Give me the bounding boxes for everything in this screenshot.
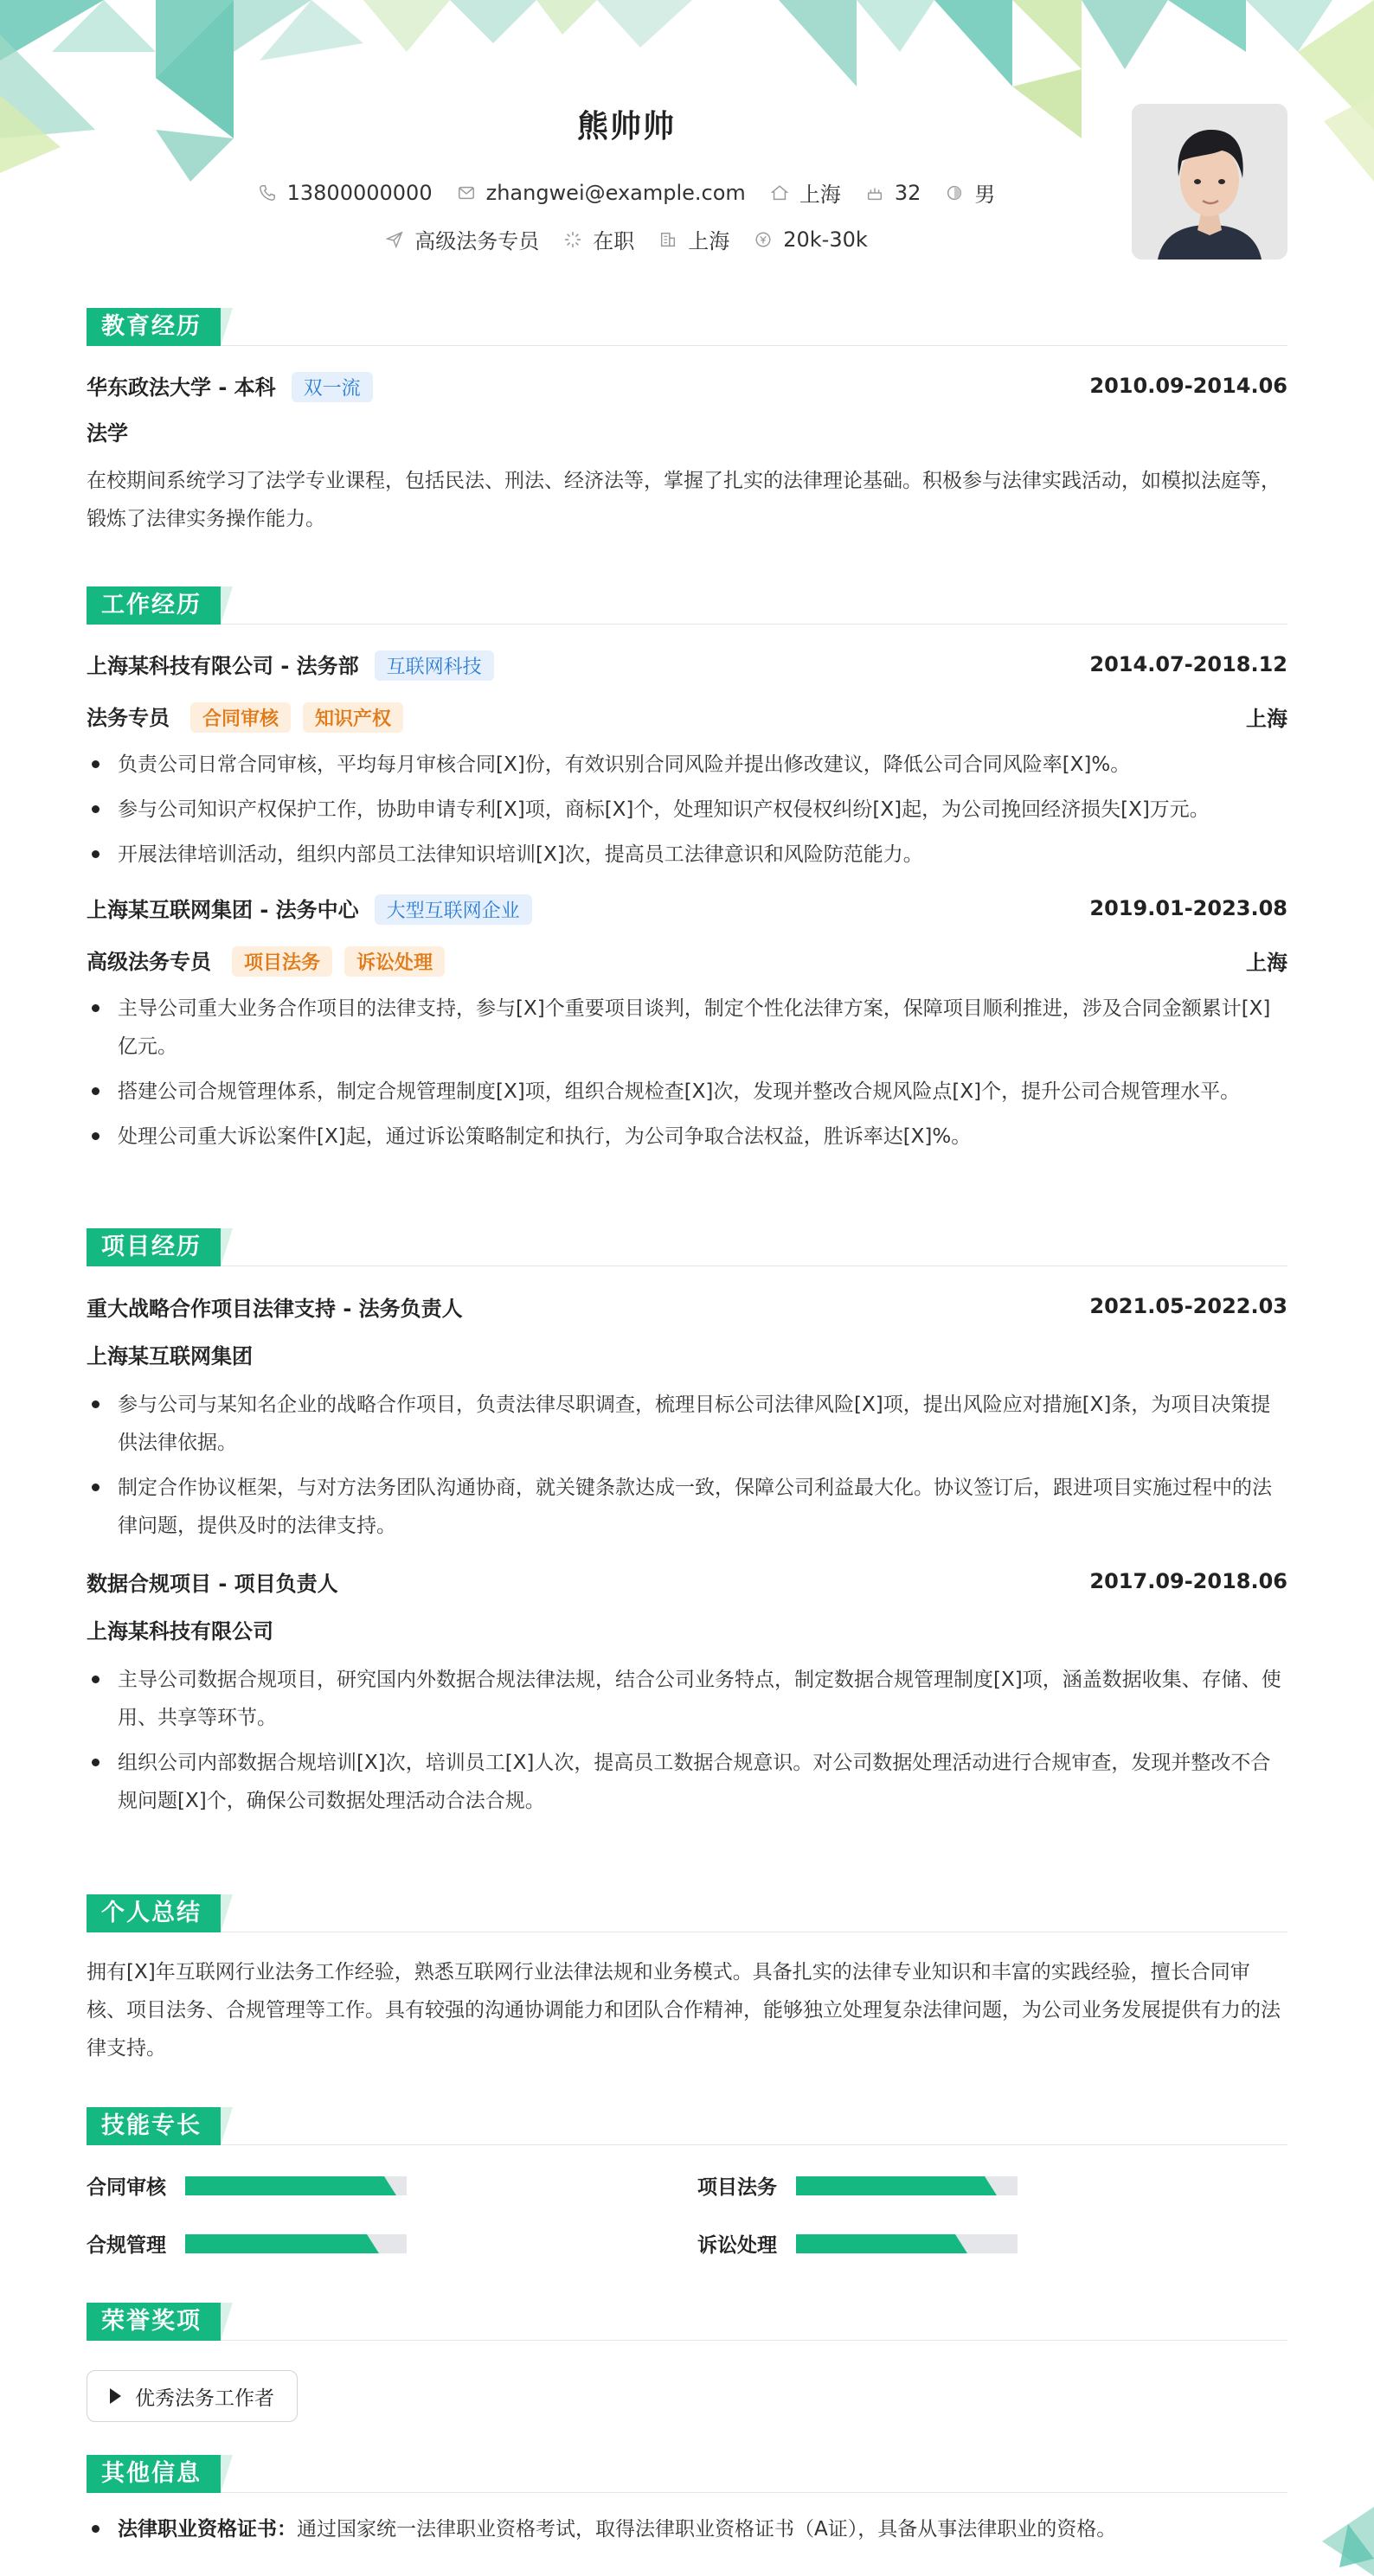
project-name: 数据合规项目 - 项目负责人	[87, 1571, 338, 1596]
company-tag: 互联网科技	[375, 650, 494, 681]
skill-bar	[185, 2176, 407, 2195]
work-company-row	[87, 891, 1287, 926]
work-location: 上海	[1246, 950, 1287, 975]
loading-icon	[563, 230, 582, 249]
salary-item	[754, 227, 868, 252]
building-icon	[658, 230, 677, 249]
gender-icon	[945, 183, 964, 202]
other-item-text: 通过国家统一法律职业资格考试，取得法律职业资格证书（A证），具备从事法律职业的资格。	[297, 2518, 1117, 2541]
phone-text: 13800000000	[286, 180, 433, 205]
bullet-item: 组织公司内部数据合规培训[X]次，培训员工[X]人次，提高员工数据合规意识。对公司数据处理活动进行合规审查，发现并整改不合规问题[X]个，确保公司数据处理活动合法合规。	[87, 1744, 1287, 1820]
skill-tag: 诉讼处理	[344, 946, 445, 977]
skill-bar-fill	[185, 2234, 367, 2253]
projects-header	[87, 1228, 1287, 1266]
work-bullets	[87, 990, 1287, 1156]
bullet-item: 主导公司重大业务合作项目的法律支持，参与[X]个重要项目谈判，制定个性化法律方案，保障项目顺利推进，涉及合同金额累计[X]亿元。	[87, 990, 1287, 1066]
skill-item	[87, 2171, 697, 2200]
phone-icon	[258, 183, 277, 202]
cake-icon	[865, 183, 884, 202]
project-item	[87, 1289, 1287, 1545]
other-title: 其他信息	[87, 2455, 221, 2493]
company-name: 上海某科技有限公司 - 法务部	[87, 653, 359, 678]
mail-icon	[457, 183, 476, 202]
bullet-item: 负责公司日常合同审核，平均每月审核合同[X]份，有效识别合同风险并提出修改建议，降低公司合同风险率[X]%。	[87, 746, 1287, 784]
other-item	[87, 2510, 1287, 2548]
status-item	[563, 224, 634, 254]
skill-item	[87, 2229, 697, 2258]
education-row	[87, 368, 1287, 403]
work-date: 2014.07-2018.12	[1089, 652, 1287, 676]
projects-section	[87, 1228, 1287, 1820]
work-section	[87, 586, 1287, 1156]
candidate-name: 熊帅帅	[576, 109, 676, 144]
project-row	[87, 1289, 1287, 1323]
skill-item	[697, 2229, 1287, 2258]
bullet-item: 搭建公司合规管理体系，制定合规管理制度[X]项，组织合规检查[X]次，发现并整改合规风险点[X]个，提升公司合规管理水平。	[87, 1073, 1287, 1111]
project-date: 2021.05-2022.03	[1089, 1294, 1287, 1318]
work-item	[87, 647, 1287, 874]
skill-bar-fill	[185, 2176, 384, 2195]
bullet-item: 参与公司与某知名企业的战略合作项目，负责法律尽职调查，梳理目标公司法律风险[X]项，提出风险应对措施[X]条，为项目决策提供法律依据。	[87, 1386, 1287, 1462]
education-title: 教育经历	[87, 308, 221, 346]
skills-title: 技能专长	[87, 2107, 221, 2145]
skill-name: 项目法务	[697, 2176, 777, 2199]
city-item	[770, 177, 841, 208]
summary-section	[87, 1894, 1287, 2067]
corner-decoration	[1287, 2489, 1374, 2576]
company-tag: 大型互联网企业	[375, 894, 532, 925]
education-description: 在校期间系统学习了法学专业课程，包括民法、刑法、经济法等，掌握了扎实的法律理论基础。积极参与法律实践活动，如模拟法庭等，锻炼了法律实务操作能力。	[87, 470, 1281, 530]
skill-tag: 项目法务	[232, 946, 332, 977]
home-icon	[770, 183, 789, 202]
city-text: 上海	[799, 183, 841, 207]
phone-item	[258, 181, 433, 205]
other-header	[87, 2455, 1287, 2493]
honors-header	[87, 2303, 1287, 2341]
project-item	[87, 1564, 1287, 1820]
work-title: 工作经历	[87, 586, 221, 625]
skill-bar-fill	[796, 2234, 955, 2253]
work-location: 上海	[1246, 706, 1287, 731]
school-tag: 双一流	[292, 372, 373, 402]
project-bullets	[87, 1661, 1287, 1820]
position-item	[385, 224, 539, 254]
education-date: 2010.09-2014.06	[1089, 374, 1287, 398]
skill-name: 合同审核	[87, 2176, 166, 2199]
job-city-item	[658, 224, 729, 254]
status-text: 在职	[593, 229, 635, 253]
skills-grid	[87, 2171, 1287, 2258]
education-section	[87, 308, 1287, 538]
age-text: 32	[894, 180, 921, 205]
bullet-item: 制定合作协议框架，与对方法务团队沟通协商，就关键条款达成一致，保障公司利益最大化。协议签订后，跟进项目实施过程中的法律问题，提供及时的法律支持。	[87, 1469, 1287, 1545]
skill-bar	[796, 2176, 1018, 2195]
work-bullets	[87, 746, 1287, 874]
work-date: 2019.01-2023.08	[1089, 896, 1287, 920]
company-name: 上海某互联网集团 - 法务中心	[87, 897, 359, 922]
projects-title: 项目经历	[87, 1228, 221, 1266]
major: 法学	[87, 421, 128, 445]
play-icon	[110, 2388, 121, 2404]
skill-name: 诉讼处理	[697, 2234, 777, 2257]
other-item-label: 法律职业资格证书：	[118, 2518, 297, 2541]
honors-section	[87, 2303, 1287, 2422]
work-item	[87, 891, 1287, 1156]
other-section	[87, 2455, 1287, 2548]
work-header	[87, 586, 1287, 625]
work-role-row	[87, 943, 1287, 977]
summary-header	[87, 1894, 1287, 1932]
project-name: 重大战略合作项目法律支持 - 法务负责人	[87, 1296, 463, 1321]
gender-item	[945, 177, 995, 208]
bullet-item: 处理公司重大诉讼案件[X]起，通过诉讼策略制定和执行，为公司争取合法权益，胜诉率达[X]%。	[87, 1118, 1287, 1156]
role: 法务专员	[87, 705, 170, 730]
skills-section	[87, 2107, 1287, 2258]
money-icon	[754, 230, 773, 249]
role: 高级法务专员	[87, 949, 211, 974]
job-intent-row	[0, 224, 1253, 254]
project-date: 2017.09-2018.06	[1089, 1569, 1287, 1593]
summary-text: 拥有[X]年互联网行业法务工作经验，熟悉互联网行业法律法规和业务模式。具备扎实的法律专业知识和丰富的实践经验，擅长合同审核、项目法务、合规管理等工作。具有较强的沟通协调能力和团队合作精神，能够独立处理复杂法律问题，为公司业务发展提供有力的法律支持。	[87, 1961, 1281, 2060]
honor-item	[87, 2370, 298, 2422]
bullet-item: 主导公司数据合规项目，研究国内外数据合规法律法规，结合公司业务特点，制定数据合规管理制度[X]项，涵盖数据收集、存储、使用、共享等环节。	[87, 1661, 1287, 1737]
skill-tag: 合同审核	[190, 702, 291, 733]
education-header	[87, 308, 1287, 346]
school-name: 华东政法大学 - 本科	[87, 375, 276, 400]
summary-title: 个人总结	[87, 1894, 221, 1932]
honor-text: 优秀法务工作者	[135, 2387, 274, 2410]
position-text: 高级法务专员	[414, 229, 540, 253]
bullet-item: 开展法律培训活动，组织内部员工法律知识培训[X]次，提高员工法律意识和风险防范能力。	[87, 836, 1287, 874]
skill-tag: 知识产权	[303, 702, 403, 733]
bullet-item: 参与公司知识产权保护工作，协助申请专利[X]项，商标[X]个，处理知识产权侵权纠纷[X]起，为公司挽回经济损失[X]万元。	[87, 791, 1287, 829]
skills-header	[87, 2107, 1287, 2145]
project-org: 上海某科技有限公司	[87, 1619, 273, 1644]
project-org: 上海某互联网集团	[87, 1344, 253, 1368]
age-item	[865, 181, 921, 205]
paper-plane-icon	[385, 230, 404, 249]
avatar-photo	[1132, 104, 1287, 260]
gender-text: 男	[974, 183, 996, 207]
avatar-illustration	[1132, 104, 1287, 260]
job-city-text: 上海	[688, 229, 730, 253]
work-company-row	[87, 647, 1287, 682]
project-row	[87, 1564, 1287, 1599]
skill-item	[697, 2171, 1287, 2200]
skill-name: 合规管理	[87, 2234, 166, 2257]
skill-bar	[185, 2234, 407, 2253]
email-text: zhangwei@example.com	[485, 180, 746, 205]
skill-bar-fill	[796, 2176, 985, 2195]
email-item	[457, 181, 746, 205]
contact-row	[0, 177, 1253, 208]
other-list	[87, 2510, 1287, 2548]
skill-bar	[796, 2234, 1018, 2253]
salary-text: 20k-30k	[783, 227, 868, 252]
project-bullets	[87, 1386, 1287, 1545]
work-role-row	[87, 699, 1287, 734]
honors-title: 荣誉奖项	[87, 2303, 221, 2341]
